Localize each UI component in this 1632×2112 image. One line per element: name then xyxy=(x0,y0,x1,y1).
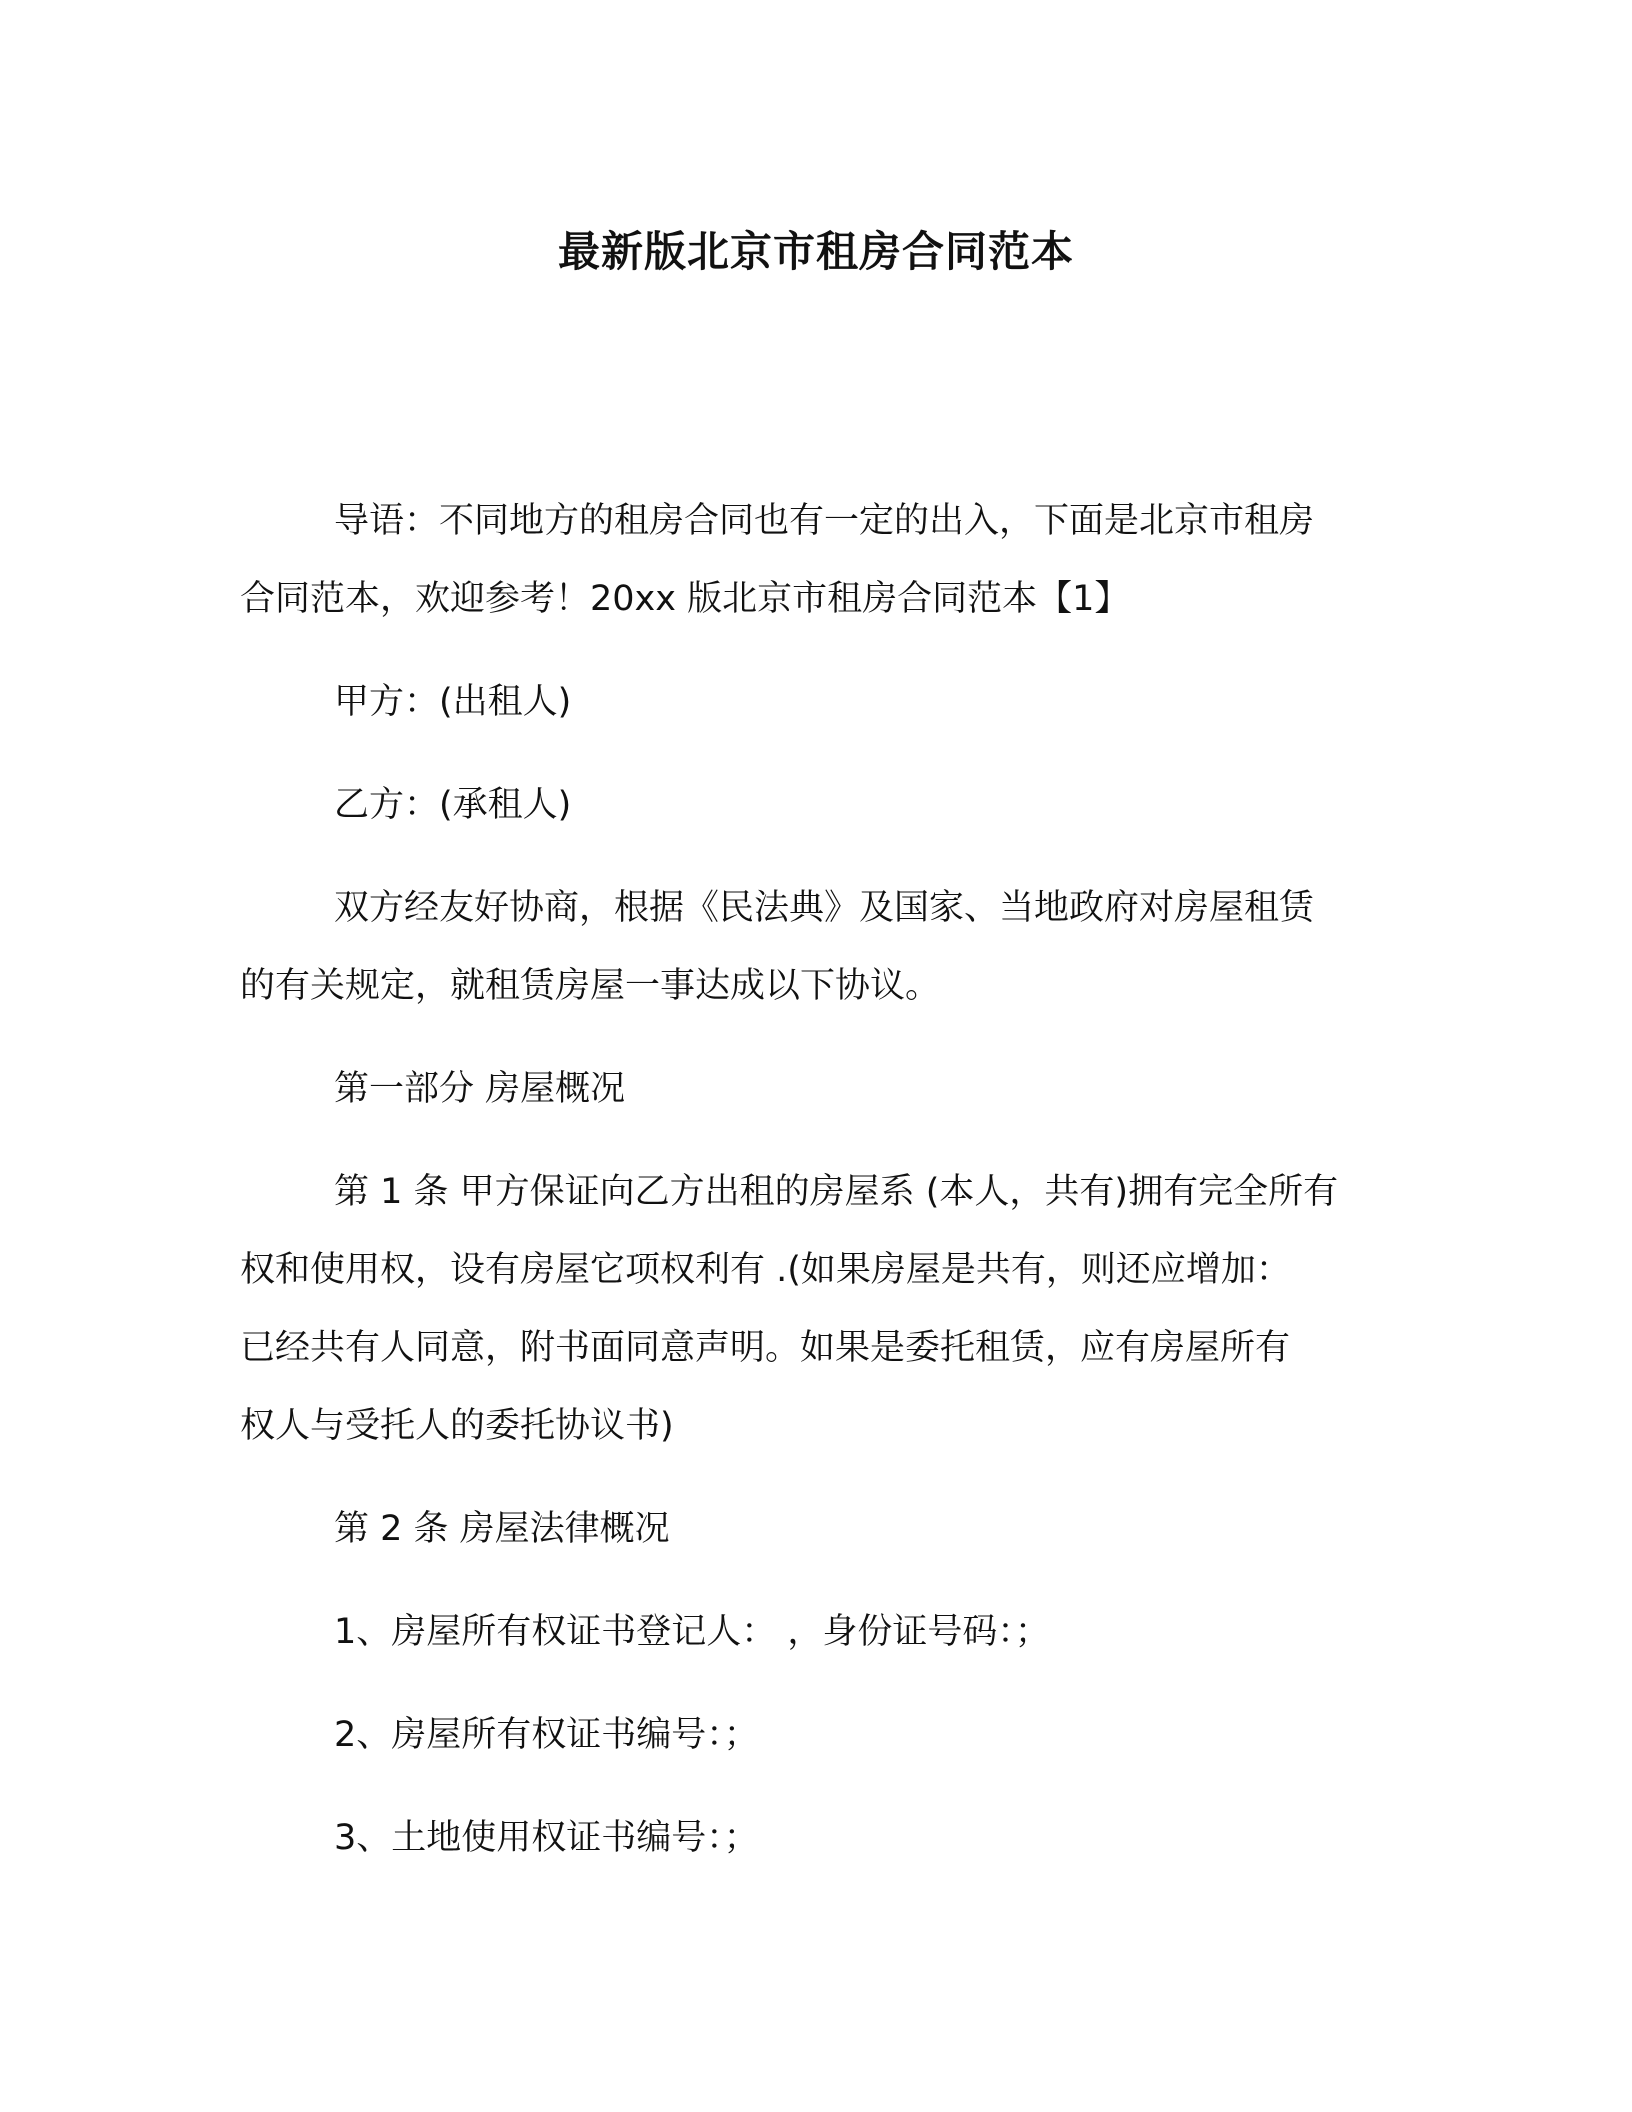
article2-heading: 第 2 条 房屋法律概况 xyxy=(334,1509,670,1549)
article1-line-3: 已经共有人同意，附书面同意声明。如果是委托租赁，应有房屋所有 xyxy=(240,1328,1291,1368)
intro-line-1: 导语：不同地方的租房合同也有一定的出入，下面是北京市租房 xyxy=(334,501,1315,541)
agreement-line-1: 双方经友好协商，根据《民法典》及国家、当地政府对房屋租赁 xyxy=(334,888,1315,928)
part1-heading: 第一部分 房屋概况 xyxy=(334,1069,626,1109)
item-3: 3、土地使用权证书编号：； xyxy=(334,1818,759,1858)
party-b-line: 乙方：(承租人) xyxy=(334,785,572,825)
article1-line-2: 权和使用权，设有房屋它项权利有 .(如果房屋是共有，则还应增加： xyxy=(240,1250,1291,1290)
item-1: 1、房屋所有权证书登记人： ，身份证号码：； xyxy=(334,1612,1050,1652)
article1-line-4: 权人与受托人的委托协议书) xyxy=(240,1406,674,1446)
party-a-line: 甲方：(出租人) xyxy=(334,682,572,722)
article1-line-1: 第 1 条 甲方保证向乙方出租的房屋系 (本人，共有)拥有完全所有 xyxy=(334,1172,1339,1212)
document-title: 最新版北京市租房合同范本 xyxy=(557,227,1074,276)
agreement-line-2: 的有关规定，就租赁房屋一事达成以下协议。 xyxy=(240,966,941,1006)
intro-line-2: 合同范本，欢迎参考！20xx 版北京市租房合同范本【1】 xyxy=(240,579,1130,619)
item-2: 2、房屋所有权证书编号：； xyxy=(334,1715,759,1755)
